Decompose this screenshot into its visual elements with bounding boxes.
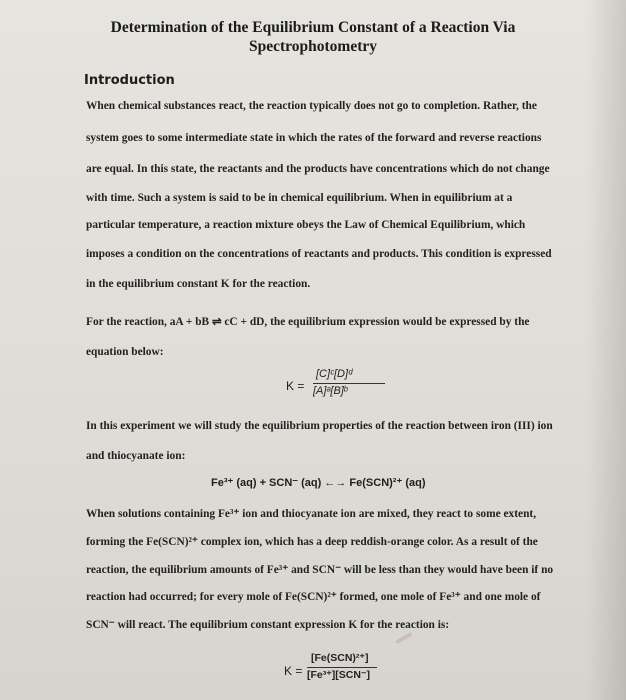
intro-line-6: imposes a condition on the concentrations of reactants and products. This condition is expressed bbox=[86, 248, 552, 260]
k2-label: K = bbox=[284, 664, 303, 678]
solutions-line-4: reaction had occurred; for every mole of Fe(SCN)²⁺ formed, one mole of Fe³⁺ and one mole of bbox=[86, 591, 541, 603]
pencil-mark bbox=[395, 632, 413, 644]
experiment-line-2: and thiocyanate ion: bbox=[86, 450, 186, 462]
intro-line-1: When chemical substances react, the reaction typically does not go to completion. Rather, the bbox=[86, 100, 537, 112]
k-denominator: [A]ᵃ[B]ᵇ bbox=[313, 385, 348, 397]
fraction-bar bbox=[313, 383, 385, 384]
intro-line-3: are equal. In this state, the reactants and the products have concentrations which do not change bbox=[86, 163, 550, 175]
k-fraction bbox=[311, 368, 391, 404]
intro-line-7: in the equilibrium constant K for the reaction. bbox=[86, 278, 311, 290]
introduction-heading: Introduction bbox=[84, 73, 175, 88]
k2-fraction bbox=[305, 652, 385, 690]
solutions-line-5: SCN⁻ will react. The equilibrium constant expression K for the reaction is: bbox=[86, 619, 450, 631]
solutions-line-2: forming the Fe(SCN)²⁺ complex ion, which has a deep reddish-orange color. As a result of the bbox=[86, 536, 538, 548]
reaction-line-1: For the reaction, aA + bB ⇌ cC + dD, the equilibrium expression would be expressed by the bbox=[86, 316, 530, 328]
k2-denominator: [Fe³⁺][SCN⁻] bbox=[307, 669, 370, 681]
experiment-line-1: In this experiment we will study the equilibrium properties of the reaction between iron (III) ion bbox=[86, 420, 553, 432]
fraction-bar bbox=[307, 667, 377, 668]
k2-numerator: [Fe(SCN)²⁺] bbox=[311, 652, 369, 664]
iron-thiocyanate-equation: Fe³⁺ (aq) + SCN⁻ (aq) ←→ Fe(SCN)²⁺ (aq) bbox=[211, 477, 426, 489]
page-shadow bbox=[586, 0, 626, 700]
k-label: K = bbox=[286, 379, 305, 393]
solutions-line-1: When solutions containing Fe³⁺ ion and thiocyanate ion are mixed, they react to some extent, bbox=[86, 508, 537, 520]
intro-line-5: particular temperature, a reaction mixture obeys the Law of Chemical Equilibrium, which bbox=[86, 219, 526, 231]
k-numerator: [C]ᶜ[D]ᵈ bbox=[316, 368, 353, 380]
solutions-line-3: reaction, the equilibrium amounts of Fe³⁺ and SCN⁻ will be less than they would have been if no bbox=[86, 564, 554, 576]
intro-line-4: with time. Such a system is said to be in chemical equilibrium. When in equilibrium at a bbox=[86, 192, 513, 204]
reaction-line-2: equation below: bbox=[86, 346, 164, 358]
title-line-1: Determination of the Equilibrium Constant of a Reaction Via bbox=[110, 19, 516, 36]
intro-line-2: system goes to some intermediate state in which the rates of the forward and reverse reactions bbox=[86, 132, 542, 144]
title-line-2: Spectrophotometry bbox=[249, 38, 377, 55]
